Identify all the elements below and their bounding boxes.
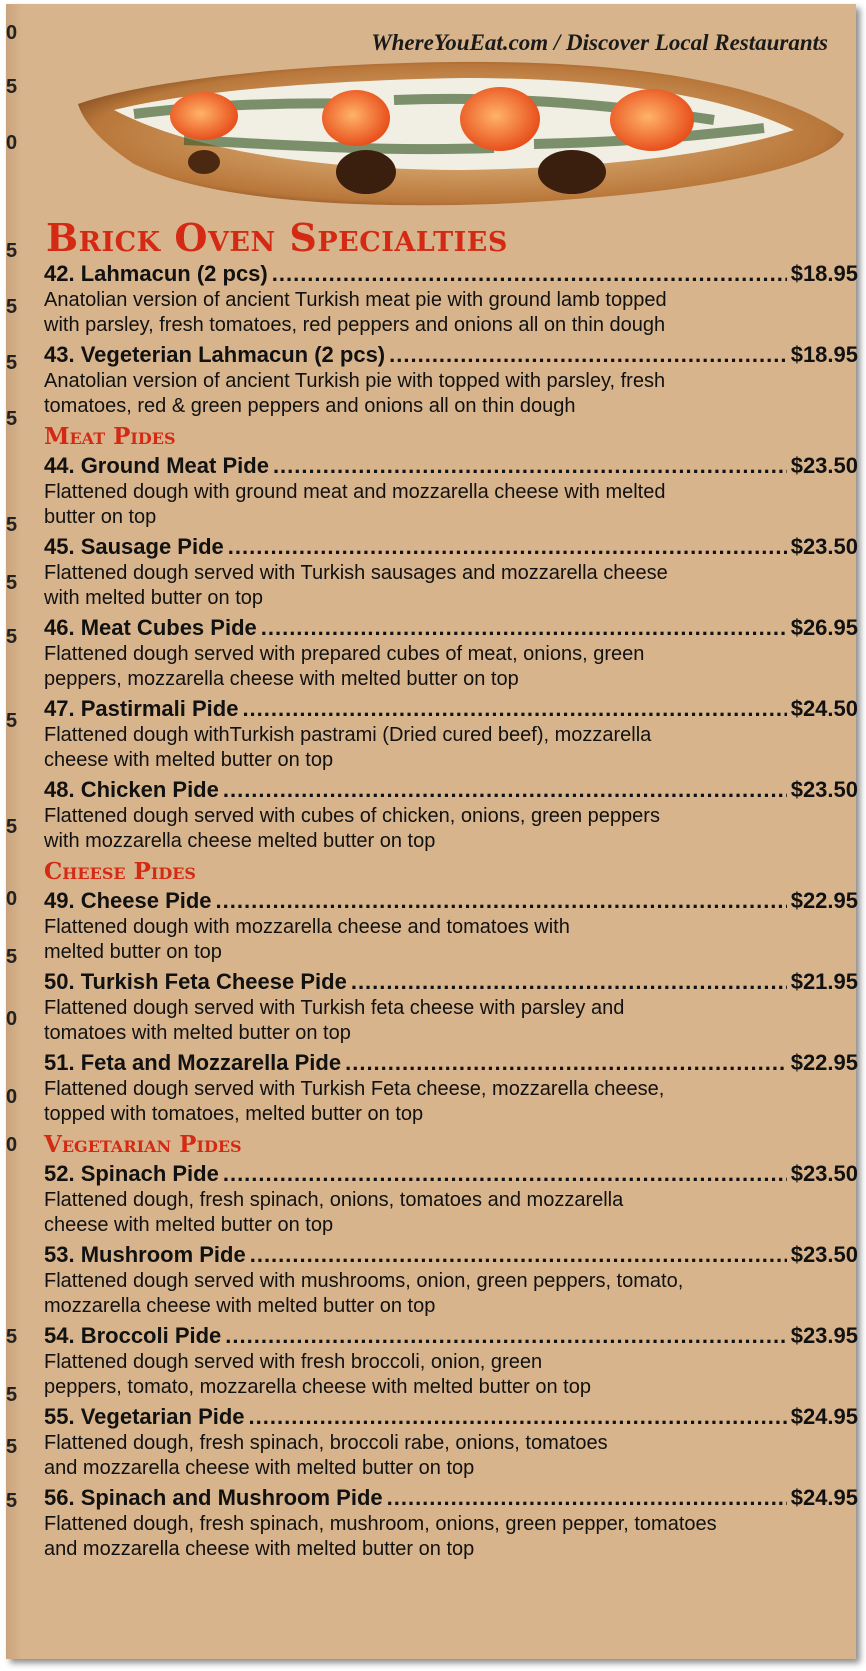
item-description: Flattened dough, fresh spinach, onions, tomatoes and mozzarella cheese with melted butter on top	[44, 1189, 624, 1236]
item-description: Flattened dough served with mushrooms, onion, green peppers, tomato, mozzarella cheese with melted butter on top	[44, 1270, 684, 1317]
item-header	[44, 968, 858, 996]
item-price: $22.95	[790, 1050, 858, 1075]
item-name: 47. Pastirmali Pide	[44, 696, 239, 721]
item-name: 53. Mushroom Pide	[44, 1242, 246, 1267]
item-price: $26.95	[790, 615, 858, 640]
edge-digit: 5	[6, 626, 18, 648]
dot-leader	[389, 341, 787, 369]
item-price: $23.95	[790, 1323, 858, 1348]
item-price: $24.95	[790, 1485, 858, 1510]
group-title: Cheese Pides	[44, 858, 196, 885]
item-price: $24.95	[790, 1404, 858, 1429]
item-header	[44, 695, 858, 723]
item-header	[44, 1322, 858, 1350]
menu-group	[44, 422, 858, 854]
edge-digit: 5	[6, 408, 18, 430]
edge-digit: 5	[6, 1490, 18, 1512]
menu-item	[44, 1322, 858, 1400]
item-price: $23.50	[790, 534, 858, 559]
item-name: 50. Turkish Feta Cheese Pide	[44, 969, 347, 994]
item-description: Flattened dough served with Turkish feta cheese with parsley and tomatoes with melted butter on top	[44, 997, 625, 1044]
item-name: 45. Sausage Pide	[44, 534, 224, 559]
dot-leader	[250, 1241, 787, 1269]
menu-item	[44, 341, 858, 419]
edge-digit: 5	[6, 514, 18, 536]
item-name: 43. Vegeterian Lahmacun (2 pcs)	[44, 342, 386, 367]
edge-digit: 5	[6, 352, 18, 374]
menu-item	[44, 1160, 858, 1238]
item-description: Anatolian version of ancient Turkish pie with topped with parsley, fresh tomatoes, red & green peppers and onions all on thin dough	[44, 370, 666, 417]
item-header	[44, 614, 858, 642]
item-name: 55. Vegetarian Pide	[44, 1404, 245, 1429]
menu-item	[44, 452, 858, 530]
item-description: Flattened dough with mozzarella cheese and tomatoes with melted butter on top	[44, 916, 570, 963]
edge-digit: 5	[6, 1326, 18, 1348]
edge-digit: 5	[6, 1436, 18, 1458]
edge-digit: 5	[6, 946, 18, 968]
menu-item	[44, 695, 858, 773]
edge-digit: 5	[6, 816, 18, 838]
item-price: $18.95	[790, 342, 858, 367]
menu-group	[44, 1130, 858, 1562]
item-header	[44, 1049, 858, 1077]
edge-digit: 0	[6, 22, 18, 44]
item-header	[44, 260, 858, 288]
menu-item	[44, 260, 858, 338]
edge-digit: 5	[6, 296, 18, 318]
item-name: 42. Lahmacun (2 pcs)	[44, 261, 268, 286]
item-name: 48. Chicken Pide	[44, 777, 219, 802]
edge-digit: 5	[6, 240, 18, 262]
item-price: $18.95	[790, 261, 858, 286]
group-title: Meat Pides	[44, 423, 176, 450]
menu-group	[44, 857, 858, 1127]
edge-digit: 0	[6, 1086, 18, 1108]
item-description: Flattened dough served with Turkish sausages and mozzarella cheese with melted butter on top	[44, 562, 668, 609]
item-header	[44, 776, 858, 804]
item-description: Flattened dough with ground meat and mozzarella cheese with melted butter on top	[44, 481, 666, 528]
item-price: $23.50	[790, 453, 858, 478]
edge-digit: 5	[6, 572, 18, 594]
menu-item	[44, 533, 858, 611]
edge-digit: 5	[6, 1384, 18, 1406]
menu-item	[44, 776, 858, 854]
menu-item	[44, 968, 858, 1046]
edge-digit: 0	[6, 1008, 18, 1030]
dot-leader	[242, 695, 786, 723]
menu-content	[44, 216, 858, 1565]
item-name: 46. Meat Cubes Pide	[44, 615, 257, 640]
item-name: 44. Ground Meat Pide	[44, 453, 269, 478]
dot-leader	[273, 452, 787, 480]
menu-item	[44, 1484, 858, 1562]
item-name: 49. Cheese Pide	[44, 888, 212, 913]
item-description: Flattened dough served with prepared cubes of meat, onions, green peppers, mozzarella cheese with melted butter on top	[44, 643, 645, 690]
item-header	[44, 1241, 858, 1269]
dot-leader	[223, 776, 787, 804]
item-header	[44, 341, 858, 369]
item-price: $22.95	[790, 888, 858, 913]
item-header	[44, 1484, 858, 1512]
item-price: $21.95	[790, 969, 858, 994]
edge-digit: 5	[6, 76, 18, 98]
pide-photo	[74, 44, 854, 224]
menu-item	[44, 1241, 858, 1319]
dot-leader	[387, 1484, 787, 1512]
item-description: Flattened dough served with fresh broccoli, onion, green peppers, tomato, mozzarella cheese with melted butter on top	[44, 1351, 591, 1398]
item-header	[44, 1160, 858, 1188]
item-name: 56. Spinach and Mushroom Pide	[44, 1485, 383, 1510]
item-header	[44, 452, 858, 480]
menu-item	[44, 1403, 858, 1481]
edge-digit: 0	[6, 888, 18, 910]
item-description: Flattened dough served with cubes of chicken, onions, green peppers with mozzarella cheese melted butter on top	[44, 805, 660, 852]
dot-leader	[225, 1322, 786, 1350]
watermark: WhereYouEat.com / Discover Local Restaurants	[371, 30, 828, 55]
item-header	[44, 1403, 858, 1431]
item-price: $23.50	[790, 777, 858, 802]
item-description: Flattened dough, fresh spinach, broccoli rabe, onions, tomatoes and mozzarella cheese with melted butter on top	[44, 1432, 608, 1479]
dot-leader	[261, 614, 787, 642]
item-price: $24.50	[790, 696, 858, 721]
group-title: Vegetarian Pides	[44, 1131, 242, 1158]
item-description: Anatolian version of ancient Turkish meat pie with ground lamb topped with parsley, fresh tomatoes, red peppers and onions all on thin dough	[44, 289, 667, 336]
dot-leader	[272, 260, 787, 288]
item-name: 52. Spinach Pide	[44, 1161, 219, 1186]
item-header	[44, 533, 858, 561]
item-name: 51. Feta and Mozzarella Pide	[44, 1050, 342, 1075]
menu-group	[44, 260, 858, 419]
item-price: $23.50	[790, 1242, 858, 1267]
dot-leader	[223, 1160, 787, 1188]
edge-digit: 5	[6, 710, 18, 732]
dot-leader	[351, 968, 787, 996]
dot-leader	[228, 533, 787, 561]
item-name: 54. Broccoli Pide	[44, 1323, 222, 1348]
section-title: Brick Oven Specialties	[46, 215, 508, 260]
item-price: $23.50	[790, 1161, 858, 1186]
menu-item	[44, 1049, 858, 1127]
item-header	[44, 887, 858, 915]
menu-item	[44, 887, 858, 965]
item-description: Flattened dough served with Turkish Feta cheese, mozzarella cheese, topped with tomatoes, melted butter on top	[44, 1078, 665, 1125]
dot-leader	[249, 1403, 787, 1431]
item-description: Flattened dough withTurkish pastrami (Dried cured beef), mozzarella cheese with melted butter on top	[44, 724, 652, 771]
edge-digit: 0	[6, 132, 18, 154]
item-description: Flattened dough, fresh spinach, mushroom, onions, green pepper, tomatoes and mozzarella cheese with melted butter on top	[44, 1513, 717, 1560]
dot-leader	[345, 1049, 787, 1077]
dot-leader	[216, 887, 787, 915]
menu-item	[44, 614, 858, 692]
edge-digit: 0	[6, 1134, 18, 1156]
